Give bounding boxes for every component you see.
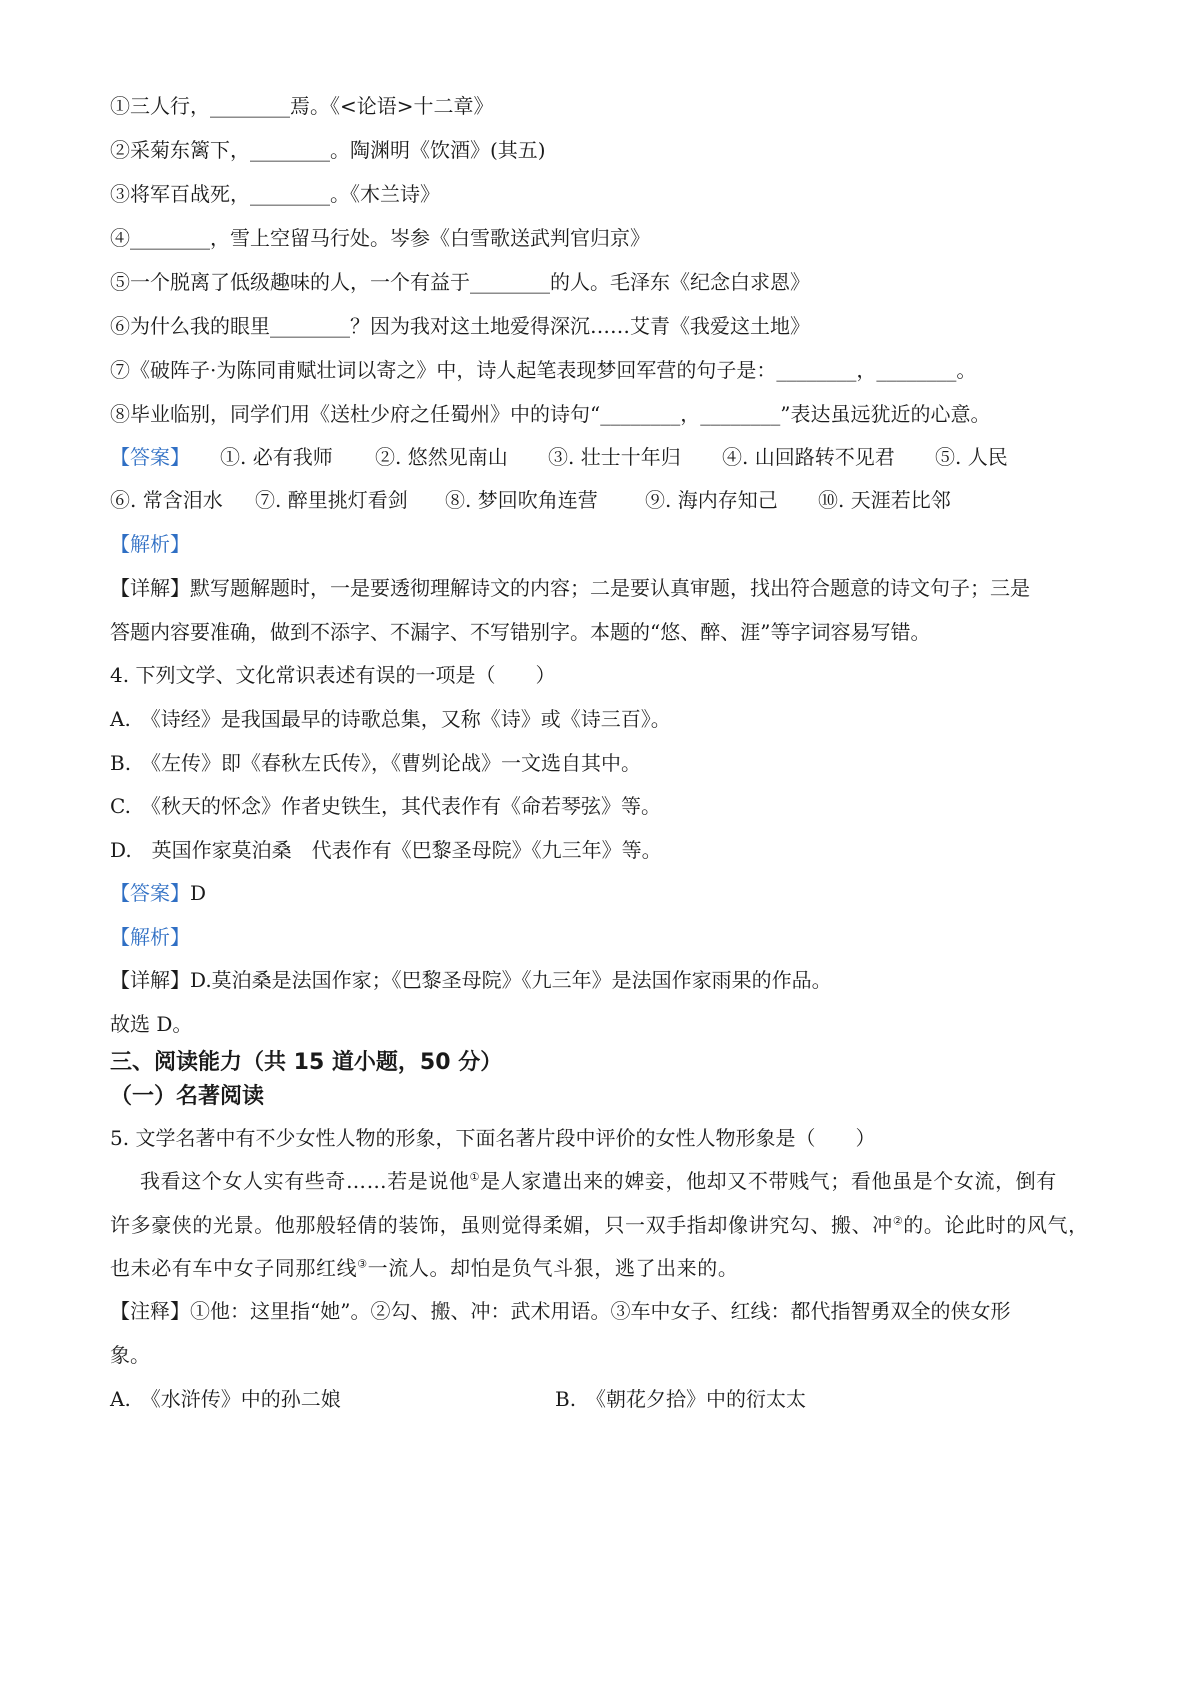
q5-stem: 5. 文学名著中有不少女性人物的形象，下面名著片段中评价的女性人物形象是（ ） [110, 1126, 876, 1150]
q3-answer-2: ②. 悠然见南山 [375, 445, 508, 469]
q5-passage-text: 的。论此时的风气， [903, 1213, 1089, 1237]
q5-option-b: B. 《朝花夕拾》中的衍太太 [555, 1387, 807, 1411]
fill-item-8: ⑧毕业临别，同学们用《送杜少府之任蜀州》中的诗句“________，________”表达虽远犹近的心意。 [110, 402, 991, 426]
q4-answer-value: D [190, 881, 207, 905]
fill-item-6: ⑥为什么我的眼里________？因为我对这土地爱得深沉……艾青《我爱这土地》 [110, 314, 810, 338]
q4-analysis-label: 【解析】 [110, 925, 190, 949]
q4-option-c: C. 《秋天的怀念》作者史铁生，其代表作有《命若琴弦》等。 [110, 794, 661, 818]
q5-option-a: A. 《水浒传》中的孙二娘 [110, 1387, 341, 1411]
fill-item-4: ④________，雪上空留马行处。岑参《白雪歌送武判官归京》 [110, 226, 650, 250]
q5-passage-line2 [110, 1211, 1089, 1239]
q3-detail-line2: 答题内容要准确，做到不添字、不漏字、不写错别字。本题的“悠、醉、涯”等字词容易写错。 [110, 620, 931, 644]
q4-answer [110, 879, 206, 907]
footnote-marker: ① [469, 1170, 481, 1184]
q3-answer-3: ③. 壮士十年归 [548, 445, 681, 469]
footnote-marker: ② [892, 1214, 904, 1228]
section-subtitle: （一）名著阅读 [110, 1084, 265, 1109]
q3-answer-5: ⑤. 人民 [935, 445, 1008, 469]
q5-passage-text: 也未必有车中女子同那红线 [110, 1256, 358, 1280]
q4-option-b: B. 《左传》即《春秋左氏传》，《曹刿论战》一文选自其中。 [110, 751, 642, 775]
fill-item-5: ⑤一个脱离了低级趣味的人，一个有益于________的人。毛泽东《纪念白求恩》 [110, 270, 810, 294]
q5-note-line1: 【注释】①他：这里指“她”。②勾、搬、冲：武术用语。③车中女子、红线：都代指智勇双全的侠女形 [110, 1299, 1011, 1323]
q3-answer-8: ⑧. 梦回吹角连营 [445, 488, 598, 512]
q4-answer-label: 【答案】 [110, 881, 190, 905]
q4-stem: 4. 下列文学、文化常识表述有误的一项是（ ） [110, 663, 556, 687]
q4-option-d: D. 英国作家莫泊桑 代表作有《巴黎圣母院》《九三年》等。 [110, 838, 662, 862]
q3-answer-4: ④. 山回路转不见君 [722, 445, 895, 469]
q4-detail-label: 【详解】 [110, 968, 190, 992]
q4-detail [110, 966, 832, 994]
q5-passage-text: 我看这个女人实有些奇……若是说他 [140, 1169, 470, 1193]
fill-item-1: ①三人行，________焉。《<论语>十二章》 [110, 94, 494, 118]
q4-conclusion: 故选 D。 [110, 1012, 193, 1036]
q3-detail-label: 【详解】 [110, 576, 190, 600]
q5-passage-text: 一流人。却怕是负气斗狠，逃了出来的。 [367, 1256, 739, 1280]
fill-item-7: ⑦《破阵子·为陈同甫赋壮词以寄之》中，诗人起笔表现梦回军营的句子是：________，________。 [110, 358, 977, 382]
q3-answer-7: ⑦. 醉里挑灯看剑 [255, 488, 408, 512]
fill-item-2: ②采菊东篱下，________。陶渊明《饮酒》(其五) [110, 138, 546, 162]
footnote-marker: ③ [357, 1257, 368, 1271]
q5-passage-line1 [140, 1167, 1057, 1195]
section-title: 三、阅读能力（共 15 道小题，50 分） [110, 1050, 503, 1075]
q4-option-a: A. 《诗经》是我国最早的诗歌总集，又称《诗》或《诗三百》。 [110, 707, 671, 731]
q3-answer-6: ⑥. 常含泪水 [110, 488, 223, 512]
q3-analysis-label: 【解析】 [110, 532, 190, 556]
q5-passage-text: 是人家遣出来的婢妾，他却又不带贱气；看他虽是个女流，倒有 [480, 1169, 1057, 1193]
q3-answer-10: ⑩. 天涯若比邻 [818, 488, 951, 512]
fill-item-3: ③将军百战死，________。《木兰诗》 [110, 182, 440, 206]
q3-detail-line1 [110, 574, 1030, 602]
q4-detail-text: D.莫泊桑是法国作家；《巴黎圣母院》《九三年》是法国作家雨果的作品。 [190, 968, 832, 992]
q3-answer-9: ⑨. 海内存知己 [645, 488, 778, 512]
q5-note-line2: 象。 [110, 1343, 150, 1367]
q3-detail-text1: 默写题解题时，一是要透彻理解诗文的内容；二是要认真审题，找出符合题意的诗文句子；三是 [190, 576, 1030, 600]
q5-passage-text: 许多豪侠的光景。他那般轻倩的装饰，虽则觉得柔媚，只一双手指却像讲究勾、搬、冲 [110, 1213, 893, 1237]
q3-answer-label: 【答案】 [110, 445, 190, 469]
q5-passage-line3 [110, 1254, 738, 1282]
q3-answer-1: ①. 必有我师 [220, 445, 333, 469]
